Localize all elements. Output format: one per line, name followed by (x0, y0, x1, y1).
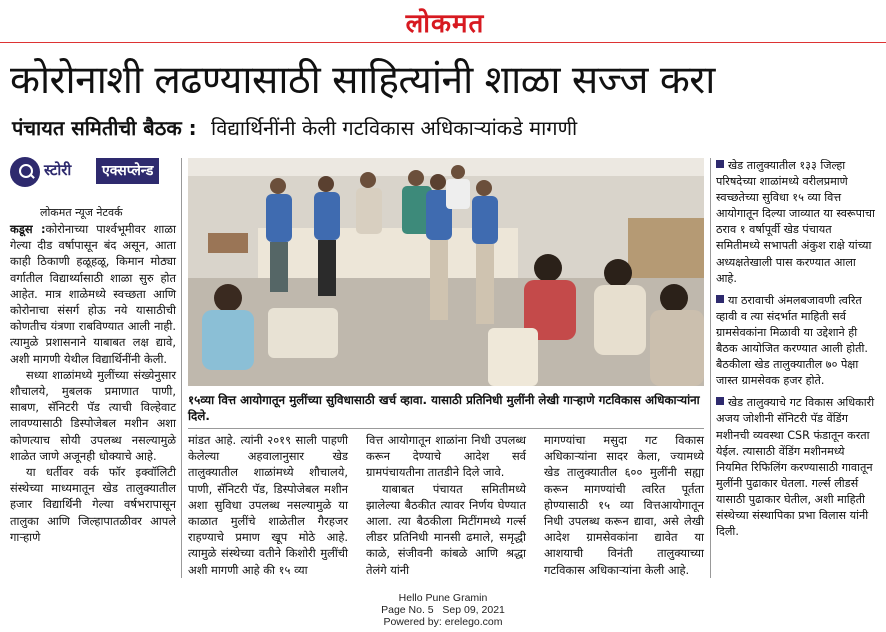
newspaper-logo: लोकमत (405, 9, 485, 39)
bullet-text: या ठरावाची अंमलबजावणी त्वरित व्हावी व त्या संदर्भात माहिती सर्व ग्रामसेवकांना मिळावी या उद्देशाने ही बैठक आयोजित करण्यात आली होती. बैठकीला खेड तालुक्यातील ७० पेक्षा जास्त ग्रामसेवक हजर होते. (716, 293, 868, 388)
photo-caption: १५व्या वित्त आयोगातून मुलींच्या सुविधासाठी खर्च व्हावा. यासाठी प्रतिनिधी मुलींनी लेखी गाऱ्हाणे गटविकास अधिकाऱ्यांना दिले. (188, 393, 700, 423)
sidebar-bullet (716, 293, 878, 390)
bullet-icon (716, 160, 724, 168)
paragraph: मांडत आहे. त्यांनी २०१९ साली पाहणी केलेल्या अहवालानुसार खेड तालुक्यातील शाळांमध्ये शौचालये, पाणी, सॅनिटरी पॅड, डिस्पोजेबल मशीन अशा सुविधा उपलब्ध नसल्यामुळे या काळात मुलींचे शाळेतील गैरहजर राहण्याचे प्रमाण खूप मोठे आहे. त्यामुळे संस्थेच्या वतीने किशोरी मुलींची अशी मागणी आहे की १५ व्या (188, 433, 348, 577)
paragraph: मागण्यांचा मसुदा गट विकास अधिकाऱ्यांना सादर केला, ज्यामध्ये खेड तालुक्यातील ६०० मुलींनी सह्या करून मागण्यांची त्वरित पूर्तता होण्यासाठी १५ व्या वित्तआयोगातून निधी उपलब्ध करून द्यावा, असे लेखी आदेश ग्रामसेवकांना द्यावेत या आशयाची विनंती तालुक्याच्या गटविकास अधिकाऱ्यांना केली आहे. (544, 433, 704, 577)
paragraph: या धर्तीवर वर्क फॉर इक्वॉलिटी संस्थेच्या माध्यमातून खेड तालुक्यातील हजार विद्यार्थिनी गेल्या वर्षभरापासून तालुका आणि जिल्हापातळीवर आपले गाऱ्हाणे (10, 465, 176, 544)
paragraph: वित्त आयोगातून शाळांना निधी उपलब्ध करून देण्याचे आदेश सर्व ग्रामपंचायतीना तातडीने दिले जावे. (366, 433, 526, 480)
bullet-icon (716, 295, 724, 303)
caption-divider (188, 428, 704, 429)
paragraph (10, 221, 176, 367)
subhead-text: विद्यार्थिनींनी केली गटविकास अधिकाऱ्यांकडे मागणी (211, 116, 578, 140)
photo-illustration (188, 158, 704, 386)
paragraph-text: कोरोनाच्या पार्श्वभूमीवर शाळा गेल्या दीड वर्षापासून बंद असून, आता काही ठिकाणी हळूहळू, किमान मोठ्या वर्गातील विद्यार्थ्यासाठी शाळा सुरु होत आहेत. मात्र शाळेमध्ये स्वच्छता आणि कोरोनाचा संसर्ग होऊ नये यासाठीची कोणतीच यंत्रणा राबविण्यात आली नाही. त्यामुळे प्रशासनाने याबाबत लक्ष द्यावे, अशी मागणी येथील विद्यार्थिनींनी केली. (10, 222, 176, 366)
column-divider (181, 158, 182, 578)
story-explained-badge (10, 157, 170, 187)
dateline: कडूस : (10, 222, 46, 236)
edition-name: Hello Pune Gramin (398, 592, 488, 604)
paragraph: याबाबत पंचायत समितीमध्ये झालेल्या बैठकीत त्यावर निर्णय घेण्यात आला. त्या बैठकीला मिटींगमध्ये गर्ल्स लीडर प्रतिनिधी मानसी ढमाले, समृद्धी काळे, संजीवनी कांबळे आणि श्रद्धा तेलंगे यांनी (366, 481, 526, 577)
sidebar-bullet (716, 395, 878, 540)
paragraph: सध्या शाळांमध्ये मुलींच्या संख्येनुसार शौचालये, मुबलक प्रमाणात पाणी, साबण, सॅनिटरी पॅड त्याची विल्हेवाट लावण्यासाठी डिस्पोजेबल मशीन अशा कोणत्याच सोयी उपलब्ध नसल्यामुळे शाळेत जाणे अजूनही धोक्याचे आहे. (10, 367, 176, 463)
article-column-2 (188, 432, 348, 578)
column-divider (710, 158, 711, 578)
badge-explained-label: एक्सप्लेन्ड (96, 158, 159, 184)
bullet-icon (716, 397, 724, 405)
bullet-text: खेड तालुक्याचे गट विकास अधिकारी अजय जोशीनी सॅनिटरी पॅड वेंडिंग मशीनची व्यवस्था CSR फंडातून करता येईल. त्यासाठी वेंडिंग मशीनमध्ये नियमित रिफिलिंग करण्यासाठी गावातून मुलींनी पुढाकार घेतला. गर्ल्स लीडर्स यासाठी पुढाकार घेतील, अशी माहिती संस्थेच्या संस्थापिका प्रभा विलास यांनी दिली. (716, 396, 875, 539)
byline: लोकमत न्यूज नेटवर्क (40, 206, 123, 219)
sidebar-column (716, 158, 878, 540)
bullet-text: खेड तालुक्यातील १३३ जिल्हा परिषदेच्या शाळांमध्ये वरीलप्रमाणे स्वच्छतेच्या सुविधा १५ व्या वित्त आयोगातून दिल्या जाव्यात या स्वरूपाचा ठराव १ वर्षापूर्वी खेड पंचायत समितीमध्ये सभापती अंकुश राक्षे यांच्या अध्यक्षतेखाली पास करण्यात आला आहे. (716, 159, 875, 285)
sidebar-bullet (716, 158, 878, 287)
article-column-3 (366, 432, 526, 578)
article-column-1 (10, 221, 176, 545)
article-column-4 (544, 432, 704, 578)
subheadline (12, 115, 872, 141)
news-photo (188, 158, 704, 386)
page-footer (320, 592, 566, 628)
page-date: Page No. 5 Sep 09, 2021 (381, 604, 505, 616)
powered-by: Powered by: erelego.com (383, 616, 503, 628)
headline: कोरोनाशी लढण्यासाठी साहित्यांनी शाळा सज्ज करा (10, 58, 715, 103)
masthead (0, 0, 886, 43)
search-icon (10, 157, 40, 187)
subhead-label: पंचायत समितीची बैठक : (12, 116, 197, 140)
badge-story-label: स्टोरी (44, 161, 72, 179)
